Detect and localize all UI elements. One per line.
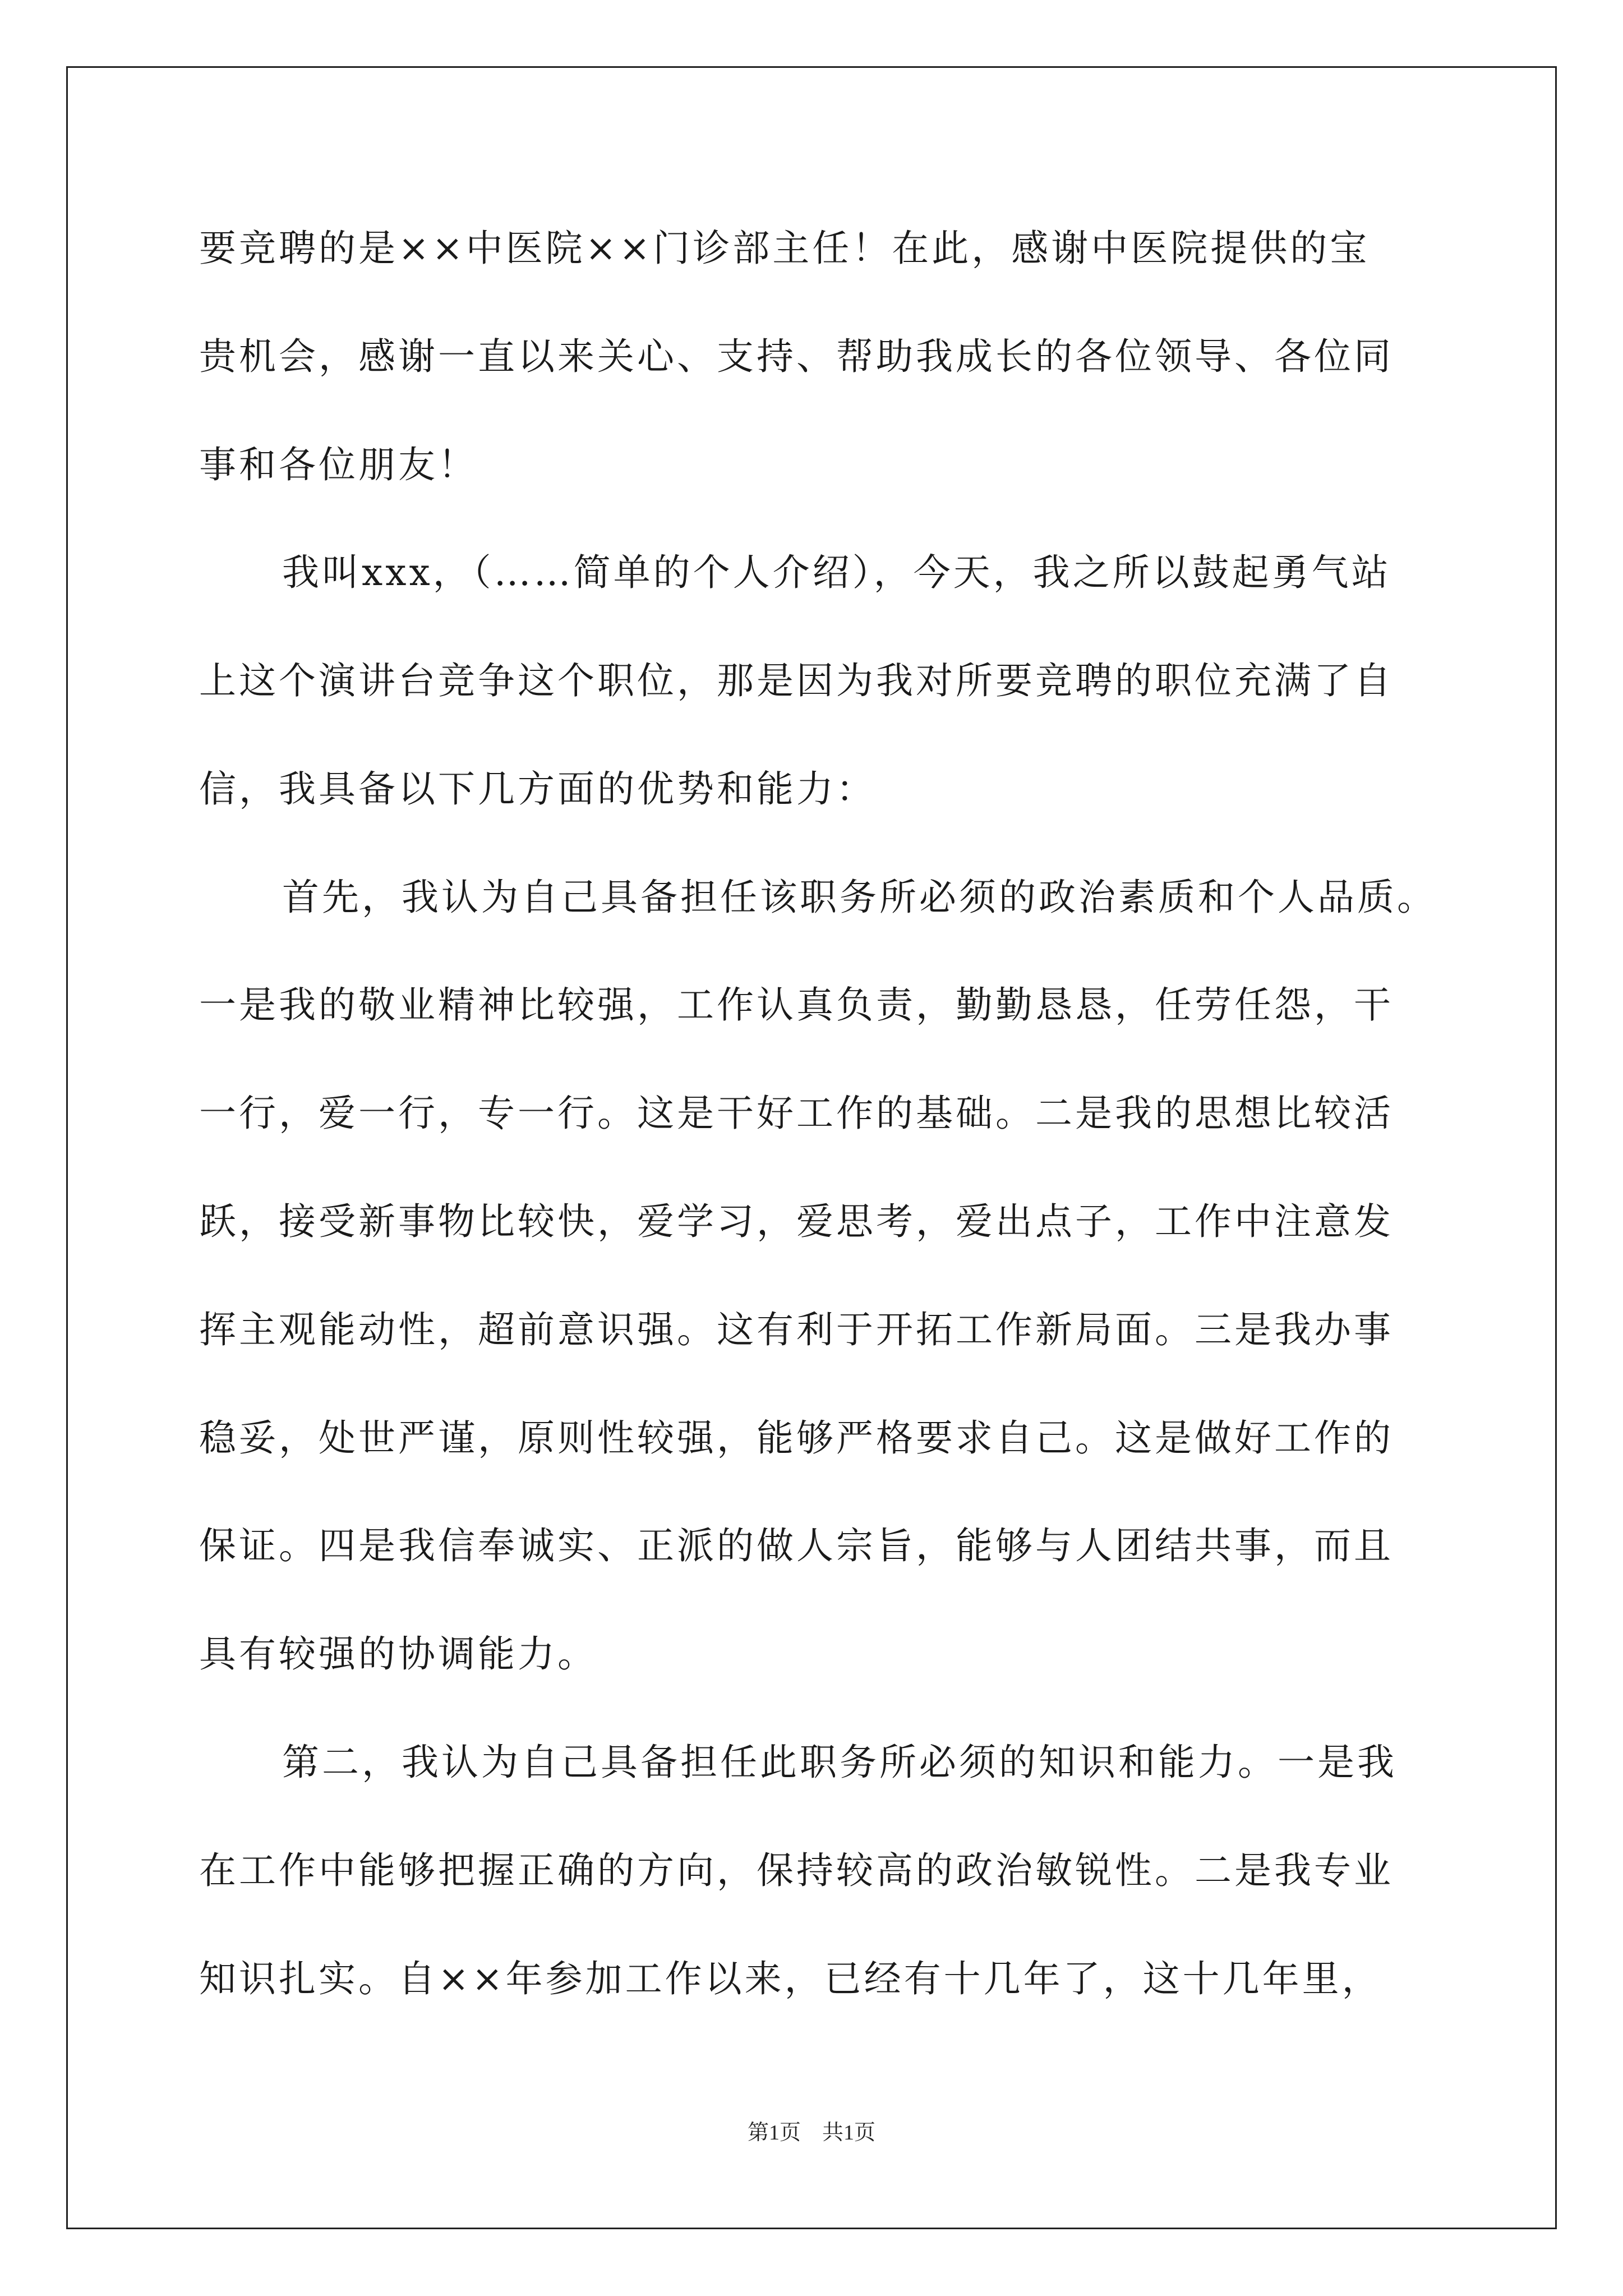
text-line: 挥主观能动性，超前意识强。这有利于开拓工作新局面。三是我办事: [199, 1308, 1394, 1351]
text-line: 知识扎实。自××年参加工作以来，已经有十几年了，这十几年里，: [199, 1957, 1382, 2000]
text-line: 第二，我认为自己具备担任此职务所必须的知识和能力。一是我: [282, 1741, 1397, 1784]
text-line: 在工作中能够把握正确的方向，保持较高的政治敏锐性。二是我专业: [199, 1849, 1394, 1892]
text-line: 我叫xxx，（……简单的个人介绍），今天，我之所以鼓起勇气站: [282, 551, 1391, 594]
text-line: 上这个演讲台竞争这个职位，那是因为我对所要竞聘的职位充满了自: [199, 659, 1394, 702]
text-line: 贵机会，感谢一直以来关心、支持、帮助我成长的各位领导、各位同: [199, 335, 1394, 378]
text-line: 首先，我认为自己具备担任该职务所必须的政治素质和个人品质。: [282, 876, 1437, 919]
text-line: 事和各位朋友！: [199, 443, 478, 486]
text-line: 具有较强的协调能力。: [199, 1632, 597, 1676]
text-line: 保证。四是我信奉诚实、正派的做人宗旨，能够与人团结共事，而且: [199, 1524, 1394, 1567]
text-line: 一是我的敬业精神比较强，工作认真负责，勤勤恳恳，任劳任怨，干: [199, 983, 1394, 1027]
page-number-footer: 第1页 共1页: [747, 2121, 875, 2145]
page-border: [66, 66, 1557, 2229]
text-line: 要竞聘的是××中医院××门诊部主任！在此，感谢中医院提供的宝: [199, 227, 1370, 270]
text-line: 稳妥，处世严谨，原则性较强，能够严格要求自己。这是做好工作的: [199, 1416, 1394, 1460]
text-line: 跃，接受新事物比较快，爱学习，爱思考，爱出点子，工作中注意发: [199, 1200, 1394, 1243]
text-line: 信，我具备以下几方面的优势和能力：: [199, 767, 876, 811]
text-line: 一行，爱一行，专一行。这是干好工作的基础。二是我的思想比较活: [199, 1092, 1394, 1135]
